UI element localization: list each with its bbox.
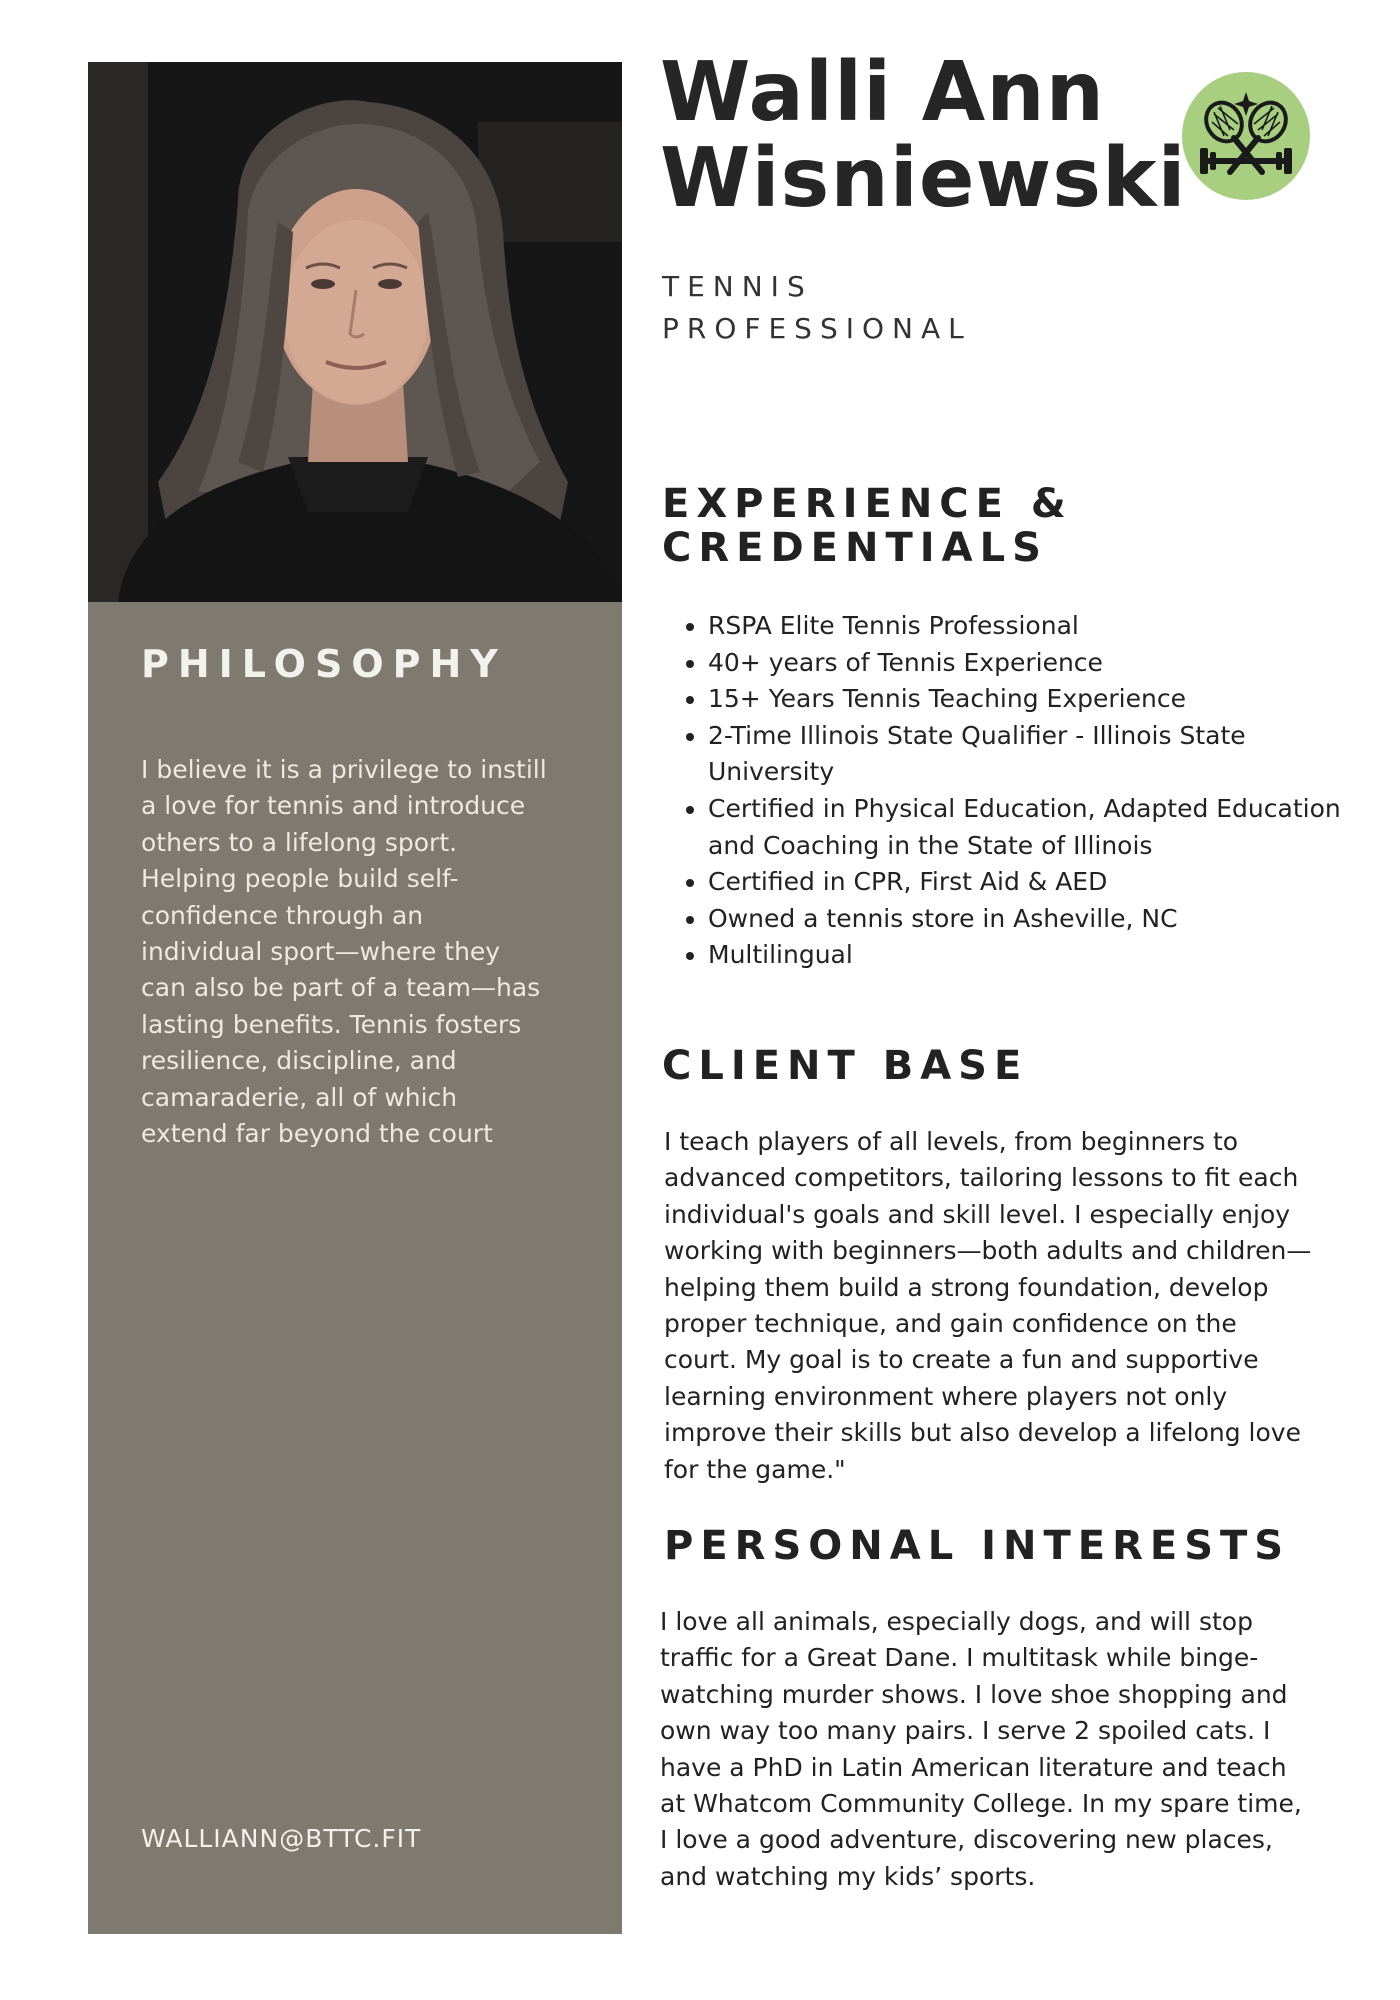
- personal-interests-heading: PERSONAL INTERESTS: [664, 1523, 1291, 1569]
- portrait-photo: [88, 62, 622, 602]
- philosophy-text: I believe it is a privilege to instill a love for tennis and introduce others to a lifelong sport. Helping people build self-confidence through an individual sport—where they can also be part of a team—has lasting benefits. Tennis fosters resilience, discipline, and camaraderie, all of which extend far beyond the court: [141, 755, 547, 1149]
- email-link[interactable]: WALLIANN@BTTC.FIT: [141, 1824, 422, 1853]
- list-item: • Owned a tennis store in Asheville, NC: [708, 901, 1348, 938]
- list-item: • 40+ years of Tennis Experience: [708, 645, 1348, 682]
- list-item: • 15+ Years Tennis Teaching Experience: [708, 681, 1348, 718]
- experience-heading: EXPERIENCE & CREDENTIALS: [662, 481, 1073, 571]
- list-item: • 2-Time Illinois State Qualifier - Illinois State University: [708, 718, 1348, 791]
- philosophy-heading: PHILOSOPHY: [141, 642, 507, 686]
- professional-title: TENNIS PROFESSIONAL: [662, 270, 972, 345]
- portrait-illustration: [88, 62, 622, 602]
- personal-interests-text: I love all animals, especially dogs, and will stop traffic for a Great Dane. I multitask while binge-watching murder shows. I love shoe shopping and own way too many pairs. I serve 2 spoiled cats. I have a PhD in Latin American literature and teach at Whatcom Community College. In my spare time, I love a good adventure, discovering new places, and watching my kids’ sports.: [660, 1607, 1302, 1891]
- tennis-racket-barbell-logo-icon: [1182, 72, 1310, 200]
- list-item: • Multilingual: [708, 937, 1348, 974]
- list-item: • Certified in CPR, First Aid & AED: [708, 864, 1348, 901]
- client-base-heading: CLIENT BASE: [662, 1043, 1029, 1089]
- list-item: • Certified in Physical Education, Adapted Education and Coaching in the State of Illinois: [708, 791, 1348, 864]
- client-base-text: I teach players of all levels, from beginners to advanced competitors, tailoring lessons to fit each individual's goals and skill level. I especially enjoy working with beginners—both adults and children—helping them build a strong foundation, develop proper technique, and gain confidence on the court. My goal is to create a fun and supportive learning environment where players not only improve their skills but also develop a lifelong love for the game.": [664, 1127, 1312, 1484]
- left-sidebar: [88, 62, 622, 1934]
- experience-list: [662, 608, 1348, 974]
- person-name: Walli Ann Wisniewski: [660, 45, 1187, 226]
- list-item: • RSPA Elite Tennis Professional: [708, 608, 1348, 645]
